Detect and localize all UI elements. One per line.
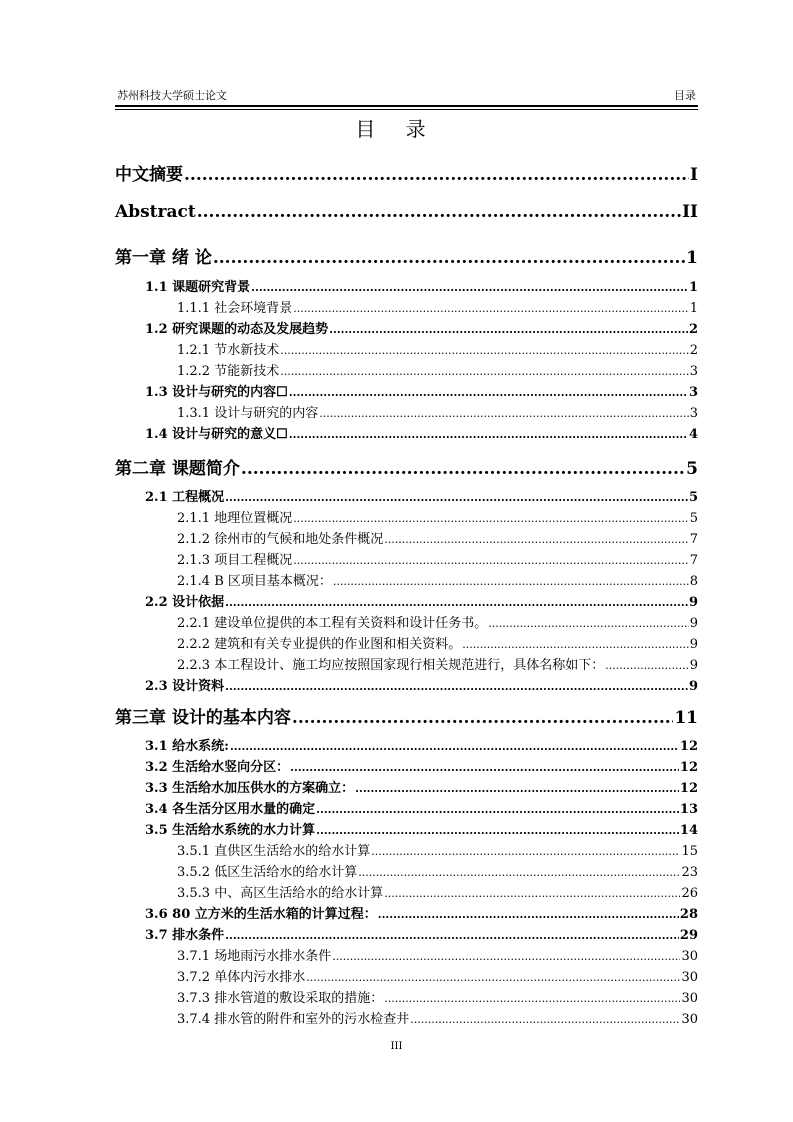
toc-entry-page: 7 — [689, 532, 698, 547]
toc-entry-page: 5 — [689, 511, 698, 526]
toc-entry-page: 30 — [681, 949, 698, 964]
toc-entry-title: 2.1.1 地理位置概况 — [177, 511, 293, 526]
toc-entry-page: 9 — [689, 637, 698, 652]
toc-entry-title: 第一章 绪 论 — [115, 248, 212, 268]
toc-dot-leader — [371, 845, 680, 858]
toc-dot-leader — [384, 533, 689, 546]
toc-dot-leader — [316, 824, 679, 837]
toc-entry-title: 第三章 设计的基本内容 — [115, 708, 291, 728]
toc-entry-page: 8 — [689, 574, 698, 589]
toc-dot-leader — [213, 248, 685, 268]
toc-entry-title: 2.3 设计资料 — [145, 679, 225, 694]
toc-entry-page: 26 — [681, 886, 698, 901]
toc-entry[interactable] — [115, 454, 698, 479]
toc-entry-title: 2.1 工程概况 — [145, 490, 225, 505]
toc-entry-title: 2.2 设计依据 — [145, 595, 225, 610]
toc-entry-page: 29 — [679, 928, 698, 943]
toc-entry-title: 3.7.1 场地雨污水排水条件 — [177, 949, 332, 964]
toc-entry-title: 2.1.4 B 区项目基本概况： — [177, 574, 332, 589]
toc-entry-page: 1 — [688, 280, 698, 295]
toc-entry-page: I — [690, 165, 698, 185]
toc-entry-title: 1.2 研究课题的动态及发展趋势 — [145, 322, 329, 337]
toc-entry-title: 3.2 生活给水竖向分区： — [145, 760, 290, 775]
toc-dot-leader — [197, 202, 681, 222]
toc-entry-title: 3.4 各生活分区用水量的确定 — [145, 802, 316, 817]
toc-entry-title: 2.1.3 项目工程概况 — [177, 553, 293, 568]
toc-entry-page: 11 — [674, 708, 698, 728]
toc-dot-leader — [251, 281, 688, 294]
toc-dot-leader — [319, 407, 689, 420]
toc-entry[interactable] — [145, 675, 698, 694]
toc-entry-title: 1.2.2 节能新技术 — [177, 364, 280, 379]
toc-entry-page: 9 — [688, 679, 698, 694]
toc-entry-page: 3 — [689, 364, 698, 379]
toc-entry[interactable] — [145, 318, 698, 337]
toc-entry-page: 2 — [688, 322, 698, 337]
toc-entry[interactable] — [145, 756, 698, 775]
toc-entry-title: 3.7.2 单体内污水排水 — [177, 970, 306, 985]
toc-entry[interactable] — [177, 861, 698, 880]
toc-entry-page: 15 — [681, 844, 698, 859]
toc-entry-page: 30 — [681, 991, 698, 1006]
toc-dot-leader — [280, 344, 689, 357]
toc-entry-title: 1.1 课题研究背景 — [145, 280, 251, 295]
toc-entry[interactable] — [115, 202, 698, 222]
toc-entry[interactable] — [177, 633, 698, 652]
toc-entry-title: 3.5.1 直供区生活给水的给水计算 — [177, 844, 371, 859]
toc-entry-page: 5 — [686, 459, 698, 479]
toc-entry[interactable] — [177, 507, 698, 526]
toc-entry[interactable] — [177, 987, 698, 1006]
header-rule-thick — [115, 105, 698, 107]
toc-entry-page: 2 — [689, 343, 698, 358]
toc-entry[interactable] — [177, 840, 698, 859]
toc-dot-leader — [293, 554, 689, 567]
toc-entry-page: 30 — [681, 970, 698, 985]
toc-dot-leader — [329, 323, 688, 336]
toc-entry[interactable] — [145, 735, 698, 754]
toc-dot-leader — [293, 302, 689, 315]
toc-entry[interactable] — [145, 381, 698, 400]
toc-entry-title: 3.6 80 立方米的生活水箱的计算过程： — [145, 907, 377, 922]
toc-entry-title: 中文摘要 — [115, 165, 183, 185]
toc-dot-leader — [333, 575, 689, 588]
toc-entry-page: 28 — [679, 907, 698, 922]
toc-entry[interactable] — [115, 160, 698, 185]
toc-dot-leader — [410, 1013, 680, 1026]
toc-entry-title: 3.3 生活给水加压供水的方案确立： — [145, 781, 355, 796]
toc-entry-page: 1 — [689, 301, 698, 316]
toc-entry-page: 1 — [686, 248, 698, 268]
toc-entry[interactable] — [145, 819, 698, 838]
toc-dot-leader — [488, 617, 689, 630]
toc-dot-leader — [225, 680, 688, 693]
toc-entry-title: 3.1 给水系统: — [145, 739, 229, 754]
toc-entry-title: 2.2.3 本工程设计、施工均应按照国家现行相关规范进行，具体名称如下： — [177, 658, 605, 673]
toc-entry[interactable] — [177, 945, 698, 964]
header-section-name: 目录 — [674, 89, 696, 102]
toc-entry[interactable] — [177, 570, 698, 589]
toc-dot-leader — [225, 491, 688, 504]
toc-entry-page: 7 — [689, 553, 698, 568]
toc-entry-title: 2.2.2 建筑和有关专业提供的作业图和相关资料。 — [177, 637, 462, 652]
toc-entry[interactable] — [145, 798, 698, 817]
toc-dot-leader — [293, 512, 689, 525]
toc-dot-leader — [378, 908, 679, 921]
toc-entry-title: 3.5.3 中、高区生活给水的给水计算 — [177, 886, 384, 901]
toc-entry-title: 2.2.1 建设单位提供的本工程有关资料和设计任务书。 — [177, 616, 488, 631]
toc-entry[interactable] — [145, 777, 698, 796]
toc-entry-page: 4 — [688, 427, 698, 442]
toc-dot-leader — [225, 596, 688, 609]
toc-entry-title: 1.2.1 节水新技术 — [177, 343, 280, 358]
toc-dot-leader — [605, 659, 689, 672]
toc-entry-title: 1.3.1 设计与研究的内容 — [177, 406, 319, 421]
toc-entry[interactable] — [177, 360, 698, 379]
toc-entry[interactable] — [177, 339, 698, 358]
toc-entry[interactable] — [177, 612, 698, 631]
toc-dot-leader — [184, 165, 689, 185]
toc-entry-page: 3 — [688, 385, 698, 400]
header-rule-thin — [115, 109, 698, 110]
page-title: 目 录 — [355, 117, 438, 141]
header-thesis-title: 苏州科技大学硕士论文 — [117, 89, 227, 102]
toc-entry[interactable] — [177, 528, 698, 547]
toc-entry-title: 第二章 课题简介 — [115, 459, 240, 479]
toc-dot-leader — [280, 365, 689, 378]
toc-entry[interactable] — [177, 882, 698, 901]
toc-entry-page: 12 — [679, 760, 698, 775]
toc-dot-leader — [306, 971, 680, 984]
toc-dot-leader — [332, 950, 680, 963]
toc-dot-leader — [384, 887, 680, 900]
toc-entry-page: 9 — [689, 616, 698, 631]
toc-entry[interactable] — [145, 486, 698, 505]
toc-entry[interactable] — [145, 591, 698, 610]
toc-entry[interactable] — [177, 654, 698, 673]
toc-entry[interactable] — [177, 1008, 698, 1027]
toc-entry[interactable] — [145, 276, 698, 295]
toc-entry-title: 3.5.2 低区生活给水的给水计算 — [177, 865, 358, 880]
toc-entry[interactable] — [177, 297, 698, 316]
toc-entry-page: 13 — [679, 802, 698, 817]
toc-entry-page: 9 — [689, 658, 698, 673]
toc-entry-title: 3.7.3 排水管道的敷设采取的措施： — [177, 991, 384, 1006]
toc-entry-title: Abstract — [115, 202, 196, 222]
toc-entry-title: 1.1.1 社会环境背景 — [177, 301, 293, 316]
toc-entry-page: 14 — [679, 823, 698, 838]
toc-dot-leader — [241, 459, 685, 479]
toc-entry[interactable] — [115, 243, 698, 268]
toc-dot-leader — [225, 929, 679, 942]
toc-entry[interactable] — [145, 423, 698, 442]
toc-entry-page: II — [682, 202, 698, 222]
toc-entry-page: 9 — [688, 595, 698, 610]
toc-entry-title: 3.5 生活给水系统的水力计算 — [145, 823, 316, 838]
toc-entry[interactable] — [177, 402, 698, 421]
toc-entry-title: 1.4 设计与研究的意义☐ — [145, 427, 288, 442]
toc-dot-leader — [289, 428, 688, 441]
page-number: III — [390, 1041, 403, 1052]
toc-entry-title: 3.7 排水条件 — [145, 928, 225, 943]
toc-dot-leader — [355, 782, 679, 795]
toc-entry-page: 12 — [679, 739, 698, 754]
toc-dot-leader — [292, 708, 673, 728]
toc-entry[interactable] — [115, 703, 698, 728]
toc-dot-leader — [358, 866, 680, 879]
toc-entry[interactable] — [145, 903, 698, 922]
toc-dot-leader — [290, 761, 679, 774]
toc-dot-leader — [384, 992, 680, 1005]
toc-entry-page: 30 — [681, 1012, 698, 1027]
toc-entry-title: 2.1.2 徐州市的气候和地处条件概况 — [177, 532, 384, 547]
toc-entry-title: 3.7.4 排水管的附件和室外的污水检查井 — [177, 1012, 410, 1027]
toc-dot-leader — [230, 740, 679, 753]
toc-dot-leader — [462, 638, 689, 651]
toc-dot-leader — [316, 803, 679, 816]
toc-entry-page: 12 — [679, 781, 698, 796]
toc-dot-leader — [289, 386, 688, 399]
page-header — [115, 88, 698, 104]
toc-entry-page: 5 — [688, 490, 698, 505]
toc-entry[interactable] — [145, 924, 698, 943]
toc-entry-page: 3 — [689, 406, 698, 421]
toc-entry-title: 1.3 设计与研究的内容☐ — [145, 385, 288, 400]
toc-entry[interactable] — [177, 966, 698, 985]
toc-entry[interactable] — [177, 549, 698, 568]
toc-entry-page: 23 — [681, 865, 698, 880]
